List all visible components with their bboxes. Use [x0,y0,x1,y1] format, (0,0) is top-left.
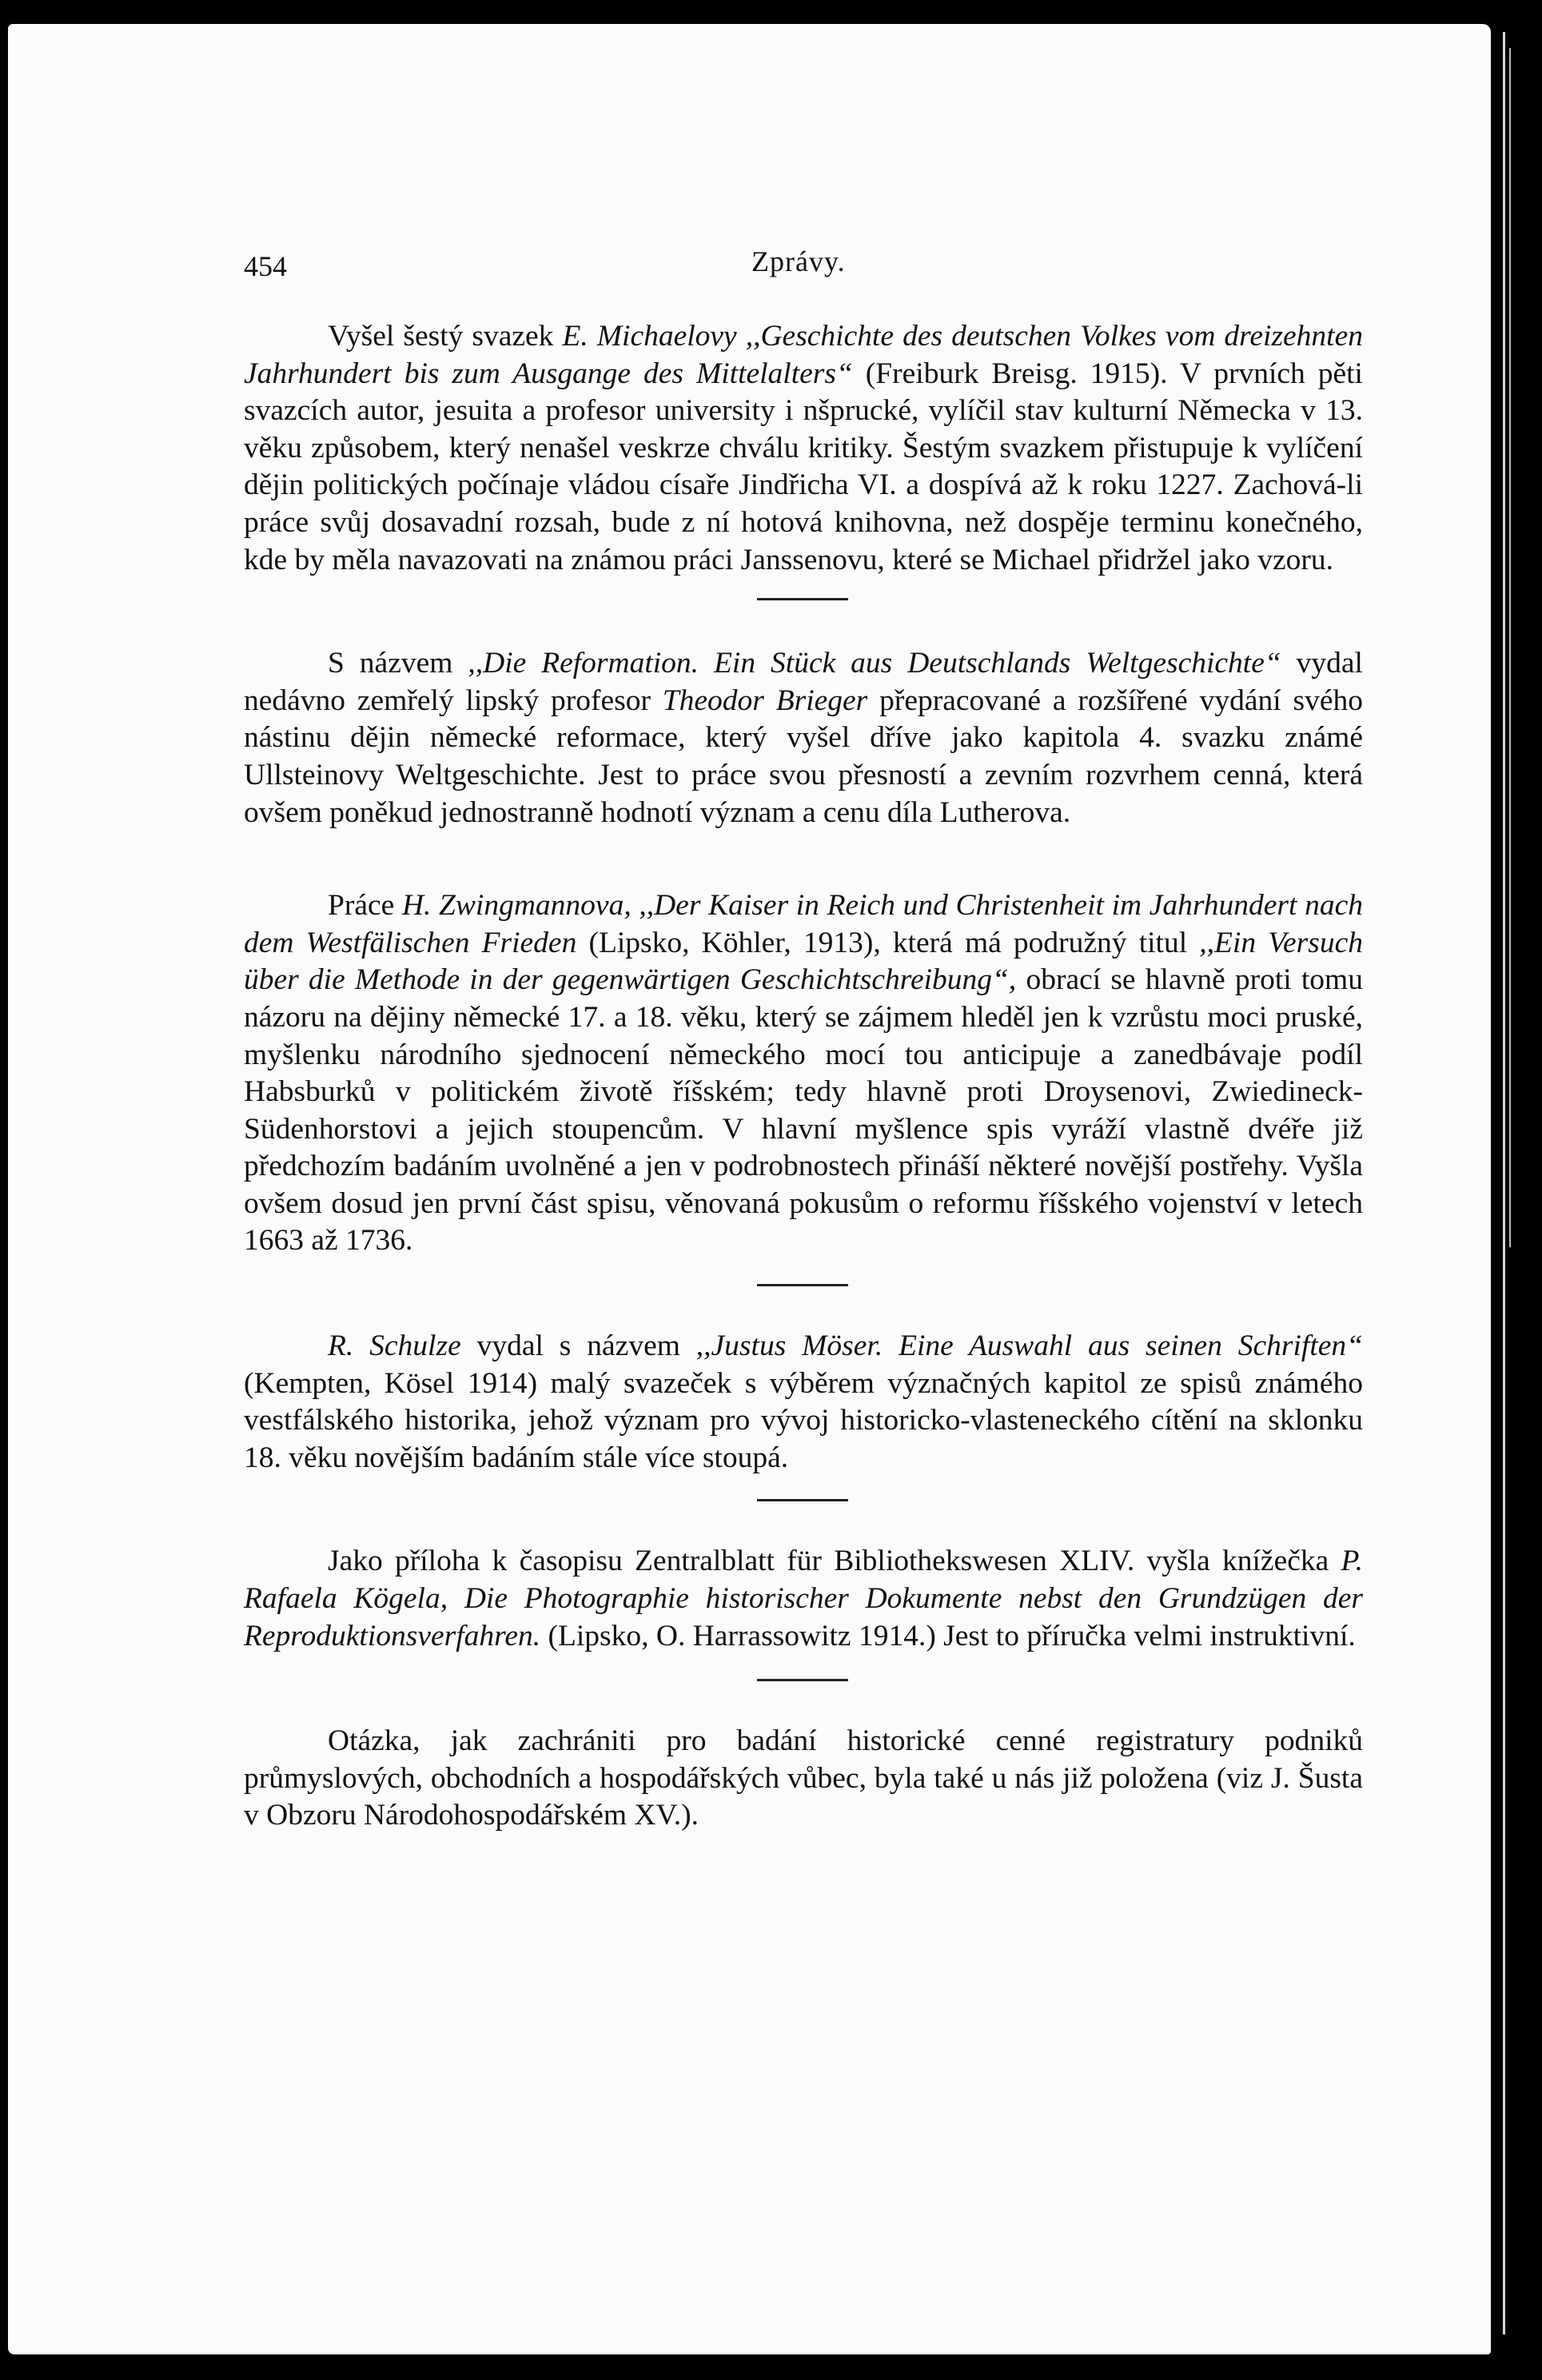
page-number: 454 [244,250,287,282]
italic-segment: P. Rafaela Kögela, Die Photographie historischer Dokumente nebst den Grundzügen der Reproduktionsverfahren. [244,1545,1363,1652]
scan-edge-inner [1509,48,1511,1247]
scan-edge [1503,32,1505,2334]
text-segment: Práce [328,889,402,923]
text-segment: vydal nedávno zemřelý lipský profesor [244,647,1363,717]
text-segment: Vyšel šestý svazek [328,320,563,353]
paragraph-zwingmann [244,887,1363,1260]
section-separator [757,1499,848,1501]
text-segment: Otázka, jak zachrániti pro badání historické cenné registratury podniků průmyslových, obchodních a hospodářských vůbec, byla také u nás již položena (viz J. Šusta v Obzoru Národohospodářském XV.). [244,1724,1363,1832]
italic-segment: ,,Justus Möser. Eine Auswahl aus seinen Schriften“ [695,1330,1363,1363]
section-separator [757,598,848,600]
page-header [244,245,1379,289]
text-segment: , obrací se hlavně proti tomu názoru na dějiny německé 17. a 18. věku, který se zájmem hleděl jen k vzrůstu moci pruské, myšlenku národního sjednocení německého mocí tou anticipuje a zanedbávaje podíl Habsburků v politickém životě říšském; tedy hlavně proti Droysenovi, Zwiedineck-Südenhorstovi a jejich stoupencům. V hlavní myšlence spis vyráží vlastně dvéře již předchozím badáním uvolněné a jen v podrobnostech přináší některé novější postřehy. Vyšla ovšem dosud jen první část spisu, věnovaná pokusům o reformu říšského vojenství v letech 1663 až 1736. [244,963,1363,1258]
text-segment: přepracované a rozšířené vydání svého nástinu dějin německé reformace, který vyšel dříve jako kapitola 4. svazku známé Ullsteinovy Weltgeschichte. Jest to práce svou přesností a zevním rozvrhem cenná, která ovšem poněkud jednostranně hodnotí význam a cenu díla Lutherova. [244,684,1363,829]
text-segment: Jako příloha k časopisu Zentralblatt für Bibliothekswesen XLIV. vyšla knížečka [328,1545,1341,1578]
italic-segment: H. Zwingmannova, ,,Der Kaiser in Reich und Christenheit im Jahrhundert nach dem Westfälischen Frieden [244,889,1363,959]
italic-segment: ,,Die Reformation. Ein Stück aus Deutschlands Weltgeschichte“ [468,647,1281,680]
text-segment: S názvem [328,647,468,680]
article-body [244,318,1363,1835]
paragraph-brieger [244,645,1363,831]
text-segment: (Lipsko, O. Harrassowitz 1914.) Jest to příručka velmi instruktivní. [540,1619,1356,1652]
text-segment: vydal s názvem [460,1330,696,1363]
paragraph-registratury [244,1723,1363,1835]
text-segment: (Lipsko, Köhler, 1913), která má podružný titul [576,926,1200,959]
italic-segment: ,,Ein Versuch über die Methode in der gegenwärtigen Geschichtschreibung“ [244,926,1364,997]
paragraph-kogel [244,1543,1363,1655]
italic-segment: R. Schulze [328,1330,461,1363]
running-title: Zprávy. [751,245,846,277]
italic-segment: E. Michaelovy ,,Geschichte des deutschen Volkes vom dreizehnten Jahrhundert bis zum Ausgange des Mittelalters“ [244,320,1363,390]
text-segment: (Kempten, Kösel 1914) malý svazeček s výběrem význačných kapitol ze spisů známého vestfálského historika, jehož význam pro vývoj historicko-vlasteneckého cítění na sklonku 18. věku novějším badáním stále více stoupá. [244,1366,1363,1474]
text-segment: (Freiburk Breisg. 1915). V prvních pěti svazcích autor, jesuita a profesor university i nšprucké, vylíčil stav kulturní Německa v 13. věku způsobem, který nenašel veskrze chválu kritiky. Šestým svazkem přistupuje k vylíčení dějin politických počínaje vládou císaře Jindřicha VI. a dospívá až k roku 1227. Zachová-li práce svůj dosavadní rozsah, bude z ní hotová knihovna, než dospěje terminu konečného, kde by měla navazovati na známou práci Janssenovu, které se Michael přidržel jako vzoru. [244,357,1363,576]
section-separator [757,1284,848,1286]
paragraph-schulze [244,1328,1363,1477]
italic-segment: Theodor Brieger [662,684,868,717]
section-gap [244,831,1363,887]
paragraph-michael [244,318,1363,579]
section-separator [757,1679,848,1681]
